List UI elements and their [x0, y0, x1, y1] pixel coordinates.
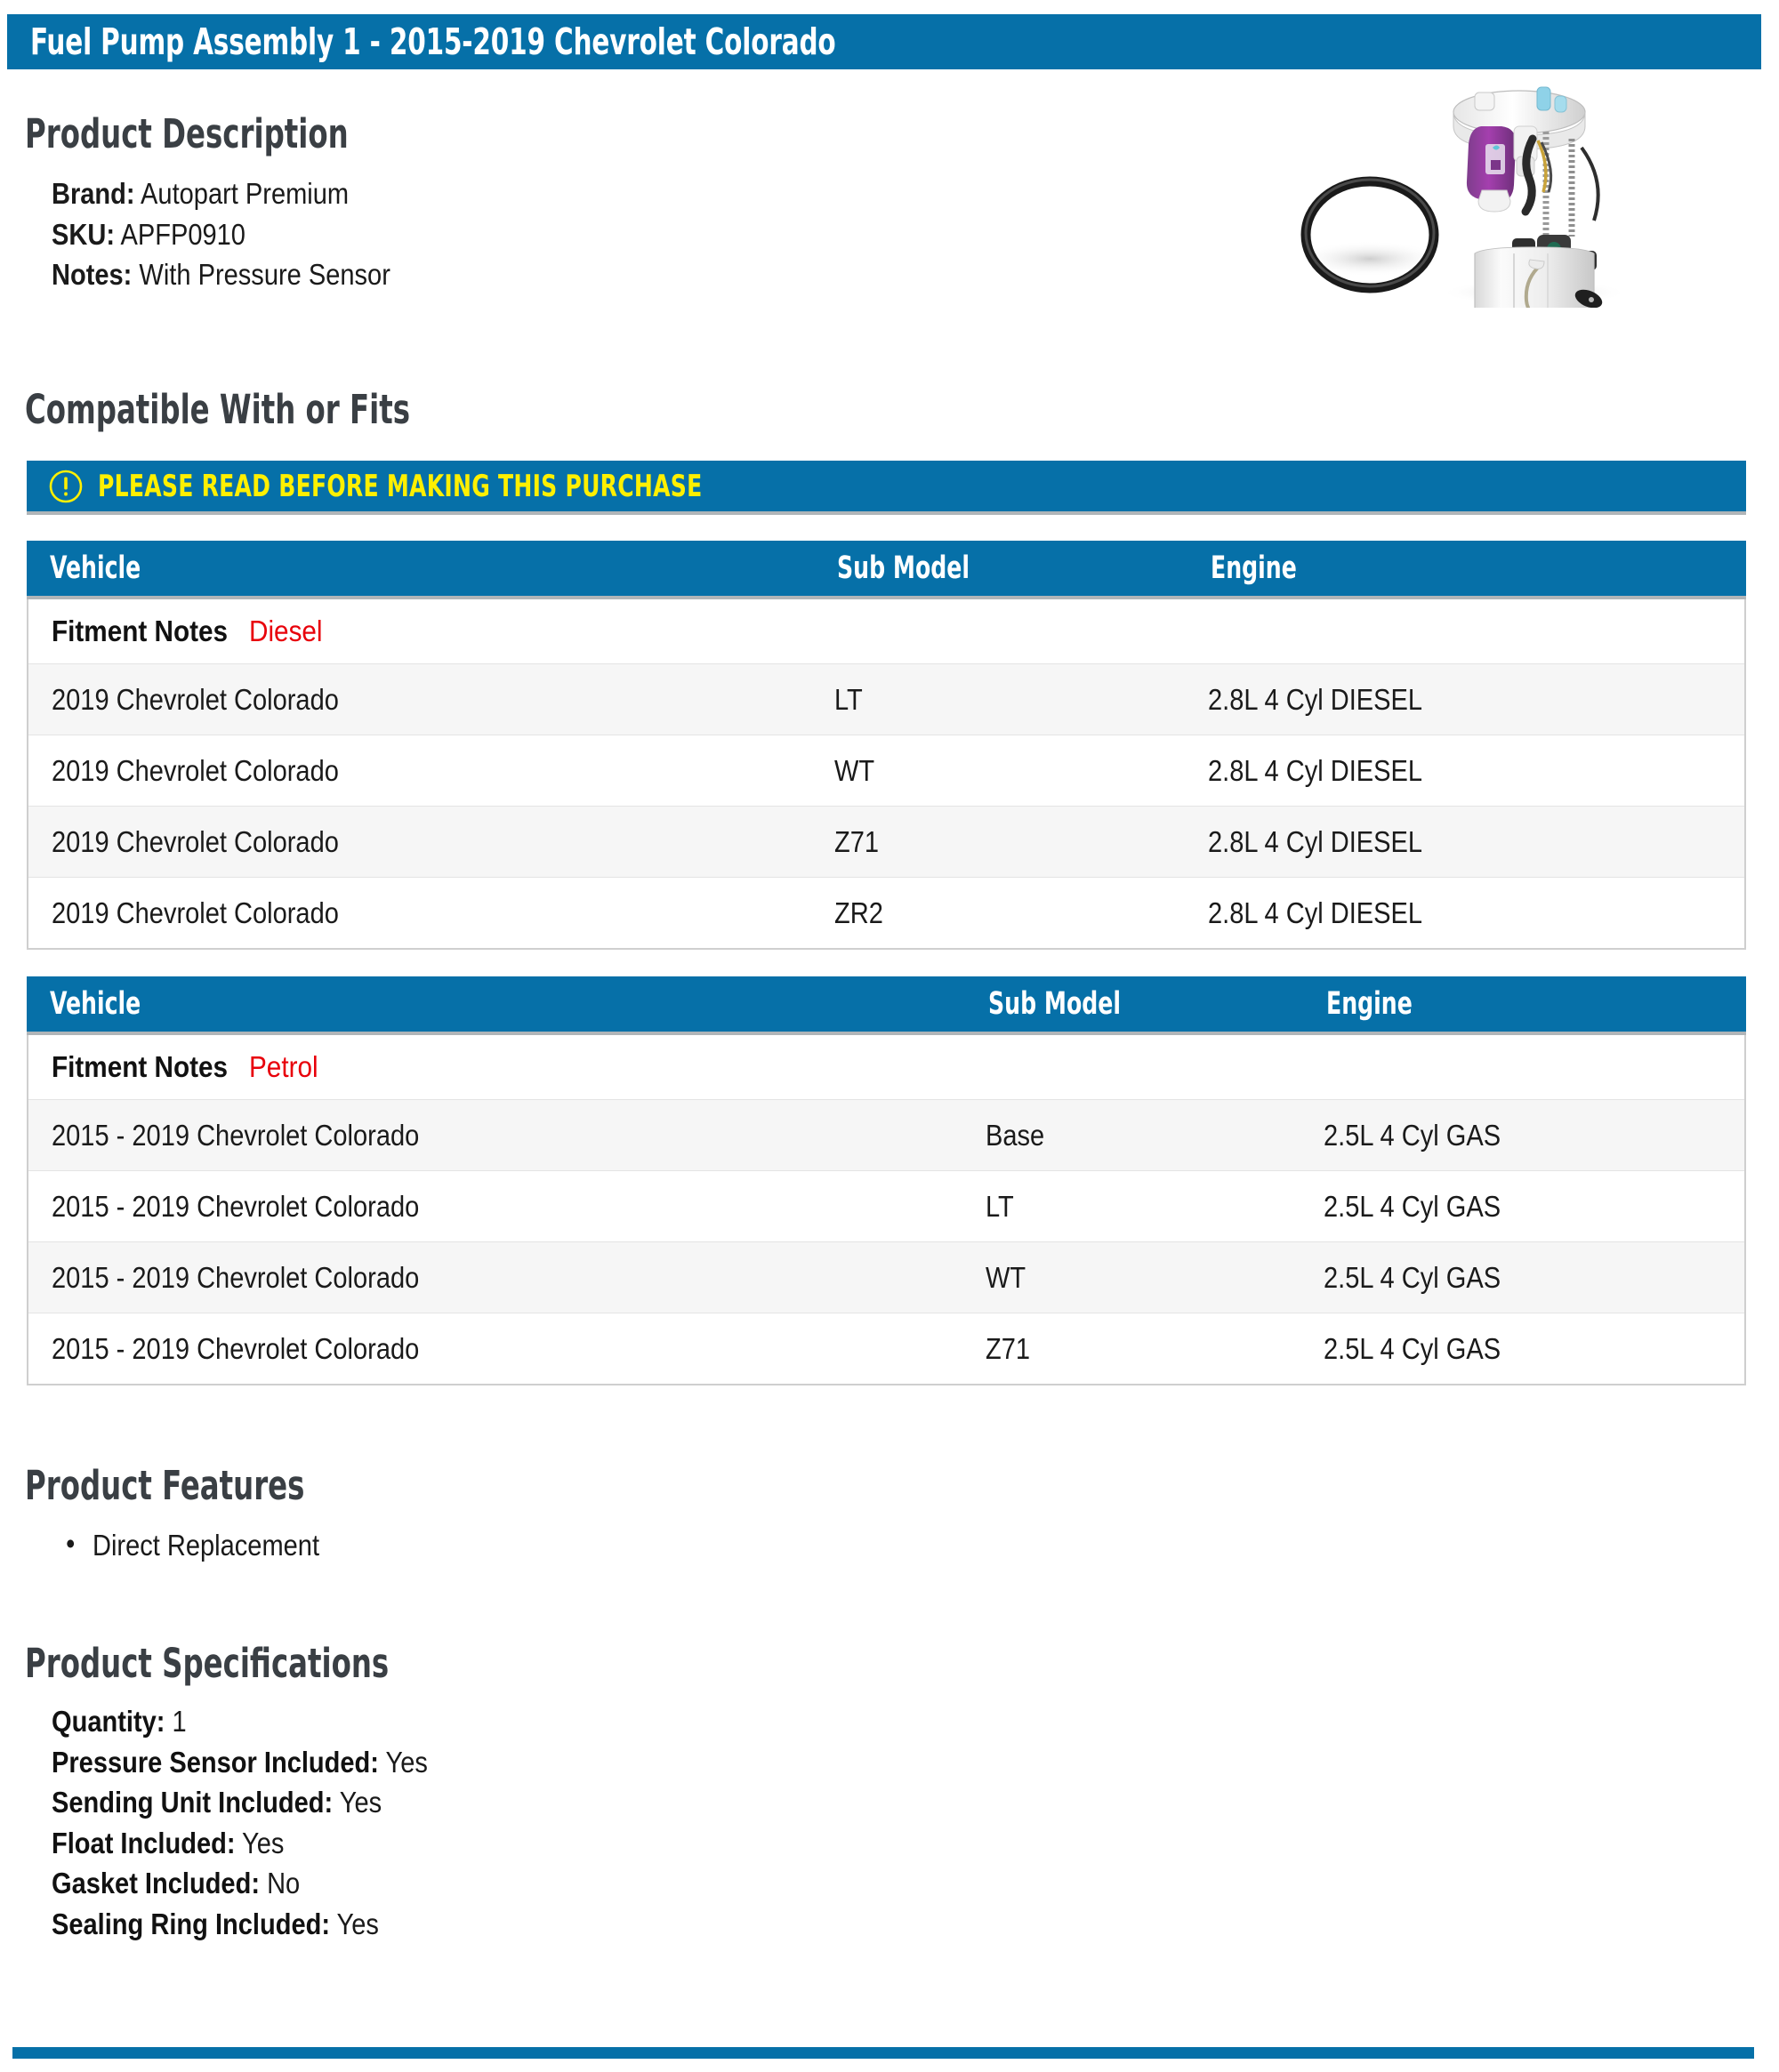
fitment-table-diesel-header	[27, 541, 1746, 599]
page-title-bar	[7, 14, 1761, 69]
column-header-vehicle: Vehicle	[50, 550, 141, 586]
spec-label: Float Included:	[52, 1826, 236, 1859]
spec-sending-unit-included	[52, 1782, 890, 1823]
fitment-table-petrol-header	[27, 976, 1746, 1035]
cell-engine: 2.8L 4 Cyl DIESEL	[1208, 895, 1423, 929]
sku-value: APFP0910	[120, 217, 246, 251]
product-photo	[1281, 76, 1743, 308]
table-row	[28, 735, 1744, 806]
fitment-table-petrol-body	[27, 1035, 1746, 1385]
cell-engine: 2.8L 4 Cyl DIESEL	[1208, 682, 1423, 716]
sku-line	[52, 214, 811, 255]
table-row	[28, 663, 1744, 735]
cell-vehicle: 2019 Chevrolet Colorado	[52, 824, 339, 858]
spec-pressure-sensor-included	[52, 1742, 890, 1783]
spec-value: 1	[172, 1705, 187, 1738]
table-row	[28, 806, 1744, 877]
spec-value: Yes	[336, 1907, 379, 1940]
cell-engine: 2.8L 4 Cyl DIESEL	[1208, 824, 1423, 858]
cell-engine: 2.5L 4 Cyl GAS	[1324, 1189, 1501, 1223]
cell-vehicle: 2015 - 2019 Chevrolet Colorado	[52, 1331, 420, 1365]
spec-label: Pressure Sensor Included:	[52, 1745, 379, 1779]
column-header-sub-model: Sub Model	[837, 550, 970, 586]
sku-label: SKU:	[52, 217, 115, 251]
cell-engine: 2.5L 4 Cyl GAS	[1324, 1118, 1501, 1152]
fitment-notes-value: Diesel	[249, 614, 323, 647]
cell-sub-model: Z71	[834, 824, 880, 858]
table-row	[28, 1241, 1744, 1313]
column-header-engine: Engine	[1326, 986, 1413, 1022]
spec-label: Sending Unit Included:	[52, 1786, 334, 1819]
spec-sealing-ring-included	[52, 1904, 890, 1945]
cell-sub-model: LT	[834, 682, 863, 716]
cell-vehicle: 2019 Chevrolet Colorado	[52, 753, 339, 787]
spec-gasket-included	[52, 1863, 890, 1904]
cell-sub-model: WT	[986, 1260, 1026, 1294]
cell-vehicle: 2015 - 2019 Chevrolet Colorado	[52, 1189, 420, 1223]
product-description-heading: Product Description	[25, 110, 349, 157]
page-title: Fuel Pump Assembly 1 - 2015-2019 Chevrolet Colorado	[30, 20, 836, 63]
cell-sub-model: Z71	[986, 1331, 1031, 1365]
notes-line	[52, 254, 811, 295]
fitment-notes-row	[28, 1035, 1744, 1099]
fitment-table-diesel-body	[27, 599, 1746, 950]
table-row	[28, 877, 1744, 948]
list-item: • Direct Replacement	[93, 1525, 816, 1566]
table-row	[28, 1313, 1744, 1384]
cell-vehicle: 2015 - 2019 Chevrolet Colorado	[52, 1260, 420, 1294]
table-row	[28, 1099, 1744, 1170]
product-specifications-section	[25, 1640, 1003, 1944]
fitment-table-diesel	[27, 541, 1746, 950]
spec-value: Yes	[242, 1826, 285, 1859]
cell-engine: 2.5L 4 Cyl GAS	[1324, 1260, 1501, 1294]
column-header-sub-model: Sub Model	[988, 986, 1122, 1022]
cell-sub-model: LT	[986, 1189, 1014, 1223]
compatibility-heading: Compatible With or Fits	[25, 386, 411, 433]
cell-sub-model: WT	[834, 753, 875, 787]
brand-line	[52, 173, 811, 214]
fitment-notes-row	[28, 599, 1744, 663]
column-header-vehicle: Vehicle	[50, 986, 141, 1022]
brand-label: Brand:	[52, 177, 135, 210]
fitment-notes-label: Fitment Notes	[52, 1050, 229, 1083]
notes-label: Notes:	[52, 258, 133, 292]
product-description-list	[25, 173, 914, 295]
spec-label: Sealing Ring Included:	[52, 1907, 331, 1940]
footer-accent-bar	[12, 2047, 1754, 2059]
cell-engine: 2.8L 4 Cyl DIESEL	[1208, 753, 1423, 787]
product-description-section	[25, 110, 914, 295]
spec-label: Gasket Included:	[52, 1867, 260, 1900]
cell-vehicle: 2015 - 2019 Chevrolet Colorado	[52, 1118, 420, 1152]
spec-value: Yes	[339, 1786, 382, 1819]
cell-vehicle: 2019 Chevrolet Colorado	[52, 895, 339, 929]
notes-value: With Pressure Sensor	[139, 258, 390, 292]
fitment-notes-label: Fitment Notes	[52, 614, 229, 647]
product-features-list	[25, 1525, 914, 1566]
product-features-heading: Product Features	[25, 1462, 305, 1509]
product-specifications-heading: Product Specifications	[25, 1640, 390, 1687]
table-row	[28, 1170, 1744, 1241]
brand-value: Autopart Premium	[141, 177, 350, 210]
cell-engine: 2.5L 4 Cyl GAS	[1324, 1331, 1501, 1365]
fitment-notes-value: Petrol	[249, 1050, 318, 1083]
spec-value: No	[267, 1867, 301, 1900]
fitment-table-petrol	[27, 976, 1746, 1385]
spec-quantity	[52, 1701, 890, 1742]
purchase-warning-banner	[27, 461, 1746, 515]
cell-sub-model: Base	[986, 1118, 1045, 1152]
spec-value: Yes	[385, 1745, 428, 1779]
cell-sub-model: ZR2	[834, 895, 883, 929]
spec-label: Quantity:	[52, 1705, 165, 1738]
product-features-section	[25, 1462, 914, 1566]
purchase-warning-text: PLEASE READ BEFORE MAKING THIS PURCHASE	[98, 468, 703, 504]
column-header-engine: Engine	[1211, 550, 1297, 586]
cell-vehicle: 2019 Chevrolet Colorado	[52, 682, 339, 716]
exclamation-circle-icon	[48, 469, 84, 504]
spec-float-included	[52, 1823, 890, 1864]
product-specifications-list	[25, 1701, 1003, 1944]
